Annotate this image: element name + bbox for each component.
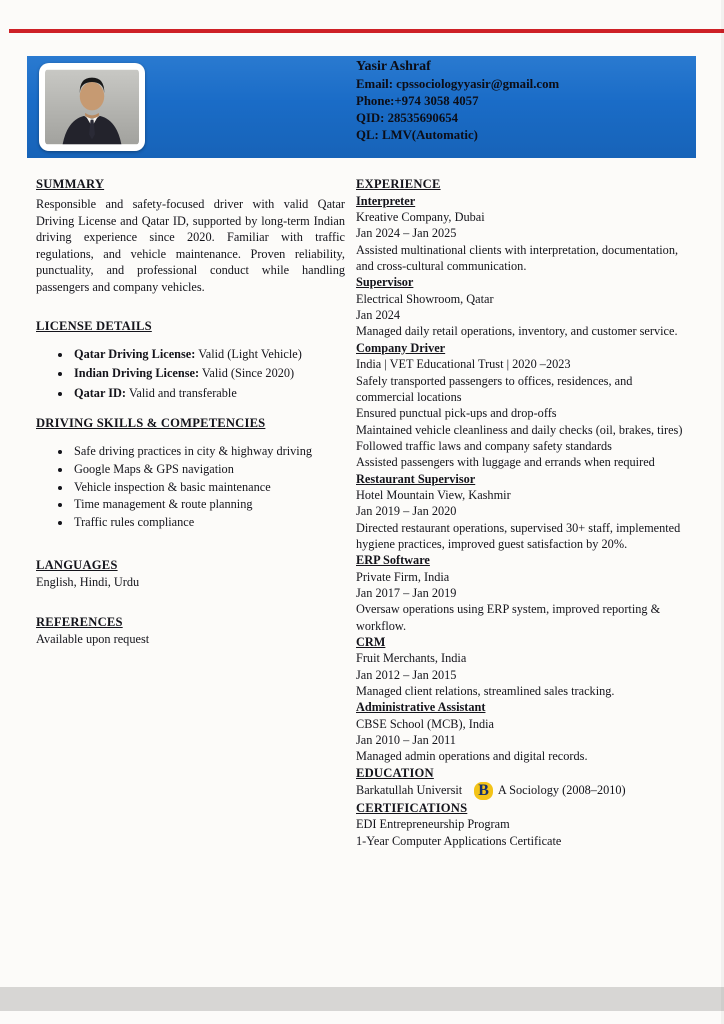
job-description: Managed client relations, streamlined sales tracking. bbox=[356, 684, 615, 699]
candidate-name: Yasir Ashraf bbox=[356, 59, 431, 74]
job-dates: Jan 2010 – Jan 2011 bbox=[356, 733, 456, 748]
job-company: CBSE School (MCB), India bbox=[356, 716, 495, 731]
certifications-heading: CERTIFICATIONS bbox=[356, 800, 468, 815]
item-value: Valid (Since 2020) bbox=[199, 366, 295, 381]
job-entry bbox=[356, 634, 692, 699]
job-title: CRM bbox=[356, 635, 386, 650]
job-entry bbox=[356, 552, 692, 634]
job-title: Restaurant Supervisor bbox=[356, 471, 476, 486]
job-description: Assisted passengers with luggage and errands when required bbox=[356, 455, 655, 470]
job-title: Administrative Assistant bbox=[356, 700, 486, 715]
job-entry bbox=[356, 193, 692, 275]
scan-edge-bar bbox=[0, 987, 724, 1011]
job-title: Supervisor bbox=[356, 275, 414, 290]
list-item bbox=[72, 346, 345, 363]
job-description: Maintained vehicle cleanliness and daily checks (oil, brakes, tires) bbox=[356, 422, 683, 437]
job-company: Private Firm, India bbox=[356, 569, 450, 584]
job-description: Followed traffic laws and company safety standards bbox=[356, 438, 612, 453]
item-label: Indian Driving License: bbox=[74, 366, 200, 381]
certification-item: 1-Year Computer Applications Certificate bbox=[356, 833, 562, 848]
license-list bbox=[36, 346, 345, 402]
job-entry bbox=[356, 471, 692, 553]
experience-heading: EXPERIENCE bbox=[356, 177, 441, 191]
languages-text: English, Hindi, Urdu bbox=[36, 575, 140, 590]
references-heading: REFERENCES bbox=[36, 614, 123, 629]
job-description: Safely transported passengers to offices, residences, and commercial locations bbox=[356, 373, 633, 404]
job-description: Assisted multinational clients with interpretation, documentation, and cross-cultural communication. bbox=[356, 242, 679, 274]
job-dates: Jan 2024 bbox=[356, 308, 401, 323]
education-text-pre: Barkatullah Universit bbox=[356, 782, 463, 797]
references-text: Available upon request bbox=[36, 631, 150, 646]
list-item bbox=[72, 385, 345, 402]
license-details-heading: LICENSE DETAILS bbox=[36, 318, 152, 333]
job-company: Kreative Company, Dubai bbox=[356, 210, 485, 225]
job-dates: Jan 2019 – Jan 2020 bbox=[356, 504, 457, 519]
right-column bbox=[356, 176, 692, 849]
job-title: ERP Software bbox=[356, 553, 430, 568]
highlighted-letter: B bbox=[474, 782, 493, 800]
job-company: India | VET Educational Trust | 2020 –2023 bbox=[356, 357, 571, 372]
summary-heading: SUMMARY bbox=[36, 177, 105, 191]
job-title: Company Driver bbox=[356, 340, 446, 355]
languages-heading: LANGUAGES bbox=[36, 558, 118, 573]
job-company: Hotel Mountain View, Kashmir bbox=[356, 487, 511, 502]
education-entry bbox=[356, 782, 692, 800]
contact-email: Email: cpssociologyyasir@gmail.com bbox=[356, 77, 560, 91]
list-item: • Vehicle inspection & basic maintenance bbox=[72, 479, 345, 496]
job-entry bbox=[356, 340, 692, 471]
contact-license-class: QL: LMV(Automatic) bbox=[356, 128, 478, 142]
person-portrait bbox=[45, 69, 139, 145]
job-entry bbox=[356, 699, 692, 764]
contact-block bbox=[356, 58, 559, 144]
job-entry bbox=[356, 274, 692, 339]
skills-list bbox=[36, 443, 345, 530]
item-value: Valid and transferable bbox=[126, 385, 237, 400]
job-description: Managed daily retail operations, inventory, and customer service. bbox=[356, 324, 678, 339]
list-item: • Google Maps & GPS navigation bbox=[72, 461, 345, 478]
header-band bbox=[27, 56, 696, 158]
job-dates: Jan 2012 – Jan 2015 bbox=[356, 667, 457, 682]
education-heading: EDUCATION bbox=[356, 765, 434, 780]
list-item: • Time management & route planning bbox=[72, 496, 345, 513]
item-label: Qatar Driving License: bbox=[74, 346, 196, 361]
job-company: Fruit Merchants, India bbox=[356, 651, 467, 666]
left-column bbox=[36, 176, 345, 648]
contact-phone: Phone:+974 3058 4057 bbox=[356, 94, 479, 108]
summary-text: Responsible and safety-focused driver with valid Qatar Driving License and Qatar ID, supported by long-term Indian driving experience since 2020. Familiar with traffic regulations, and vehicle maintenance. Proven reliability, punctuality, and professional conduct while handling passengers and company vehicles. bbox=[36, 197, 345, 294]
list-item: • Safe driving practices in city & highway driving bbox=[72, 443, 345, 460]
top-accent-line bbox=[9, 29, 724, 33]
item-value: Valid (Light Vehicle) bbox=[195, 346, 302, 361]
job-description: Directed restaurant operations, supervised 30+ staff, implemented hygiene practices, improved guest satisfaction by 20%. bbox=[356, 520, 681, 551]
job-description: Managed admin operations and digital records. bbox=[356, 749, 588, 764]
list-item bbox=[72, 365, 345, 382]
job-description: Oversaw operations using ERP system, improved reporting & workflow. bbox=[356, 602, 661, 633]
job-description: Ensured punctual pick-ups and drop-offs bbox=[356, 406, 557, 421]
job-dates: Jan 2024 – Jan 2025 bbox=[356, 226, 457, 241]
contact-qid: QID: 28535690654 bbox=[356, 111, 459, 125]
education-text-post: A Sociology (2008–2010) bbox=[497, 782, 626, 797]
profile-photo bbox=[39, 63, 145, 151]
job-dates: Jan 2017 – Jan 2019 bbox=[356, 585, 457, 600]
job-company: Electrical Showroom, Qatar bbox=[356, 291, 494, 306]
item-label: Qatar ID: bbox=[74, 385, 127, 400]
job-title: Interpreter bbox=[356, 193, 416, 208]
list-item: • Traffic rules compliance bbox=[72, 514, 345, 531]
certification-item: EDI Entrepreneurship Program bbox=[356, 817, 510, 832]
driving-skills-heading: DRIVING SKILLS & COMPETENCIES bbox=[36, 416, 266, 431]
